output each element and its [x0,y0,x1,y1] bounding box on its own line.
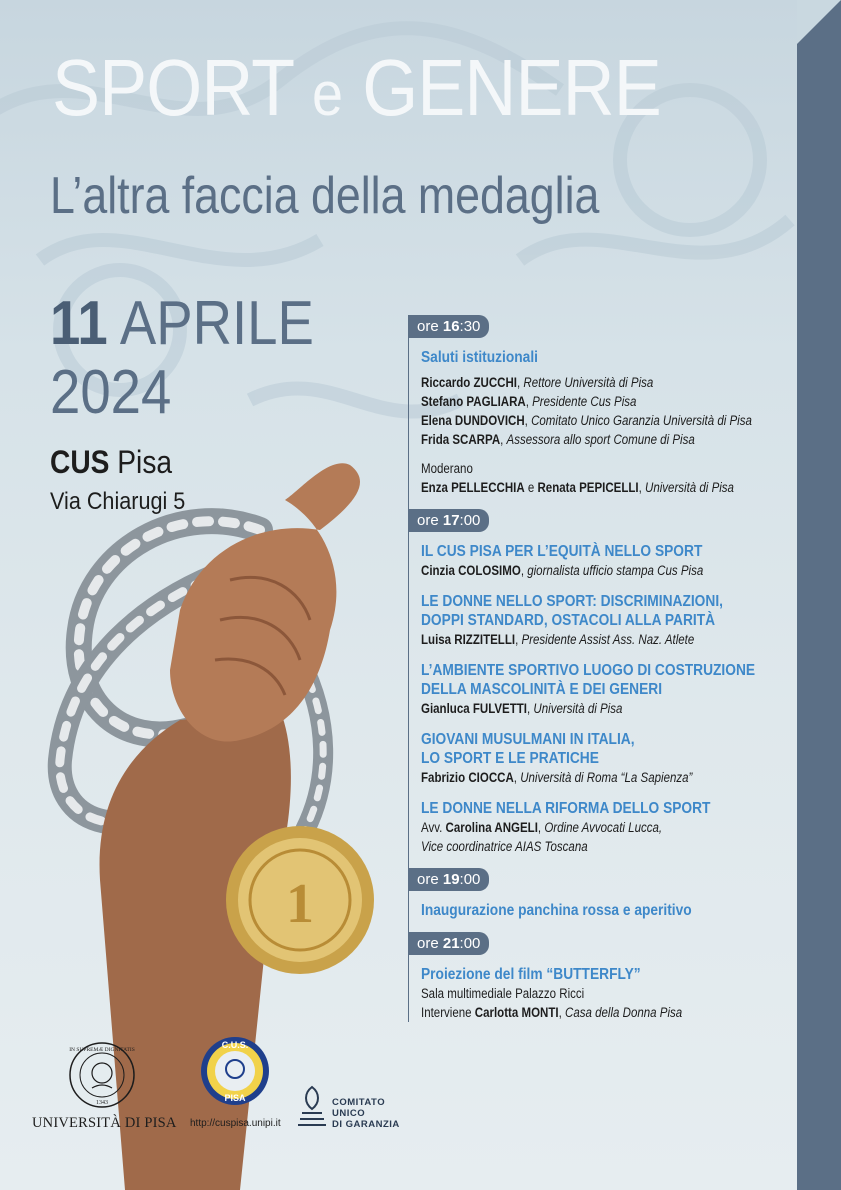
cus-url-link[interactable]: http://cuspisa.unipi.it [190,1118,281,1129]
poster-subtitle: L’altra faccia della medaglia [50,167,600,225]
speaker-line: Frida SCARPA, Assessora allo sport Comune di Pisa [421,432,695,447]
cus-pisa-logo [190,1035,280,1129]
session-place: Sala multimediale Palazzo Ricci [421,986,585,1001]
svg-text:PISA: PISA [224,1093,246,1103]
session-heading: Saluti istituzionali [421,349,538,366]
session-1700 [408,532,798,868]
time-badge-1700: ore 17:00 [408,509,489,532]
talk-title-cont: DOPPI STANDARD, OSTACOLI ALLA PARITÀ [421,612,716,629]
cug-name: COMITATO UNICO DI GARANZIA [332,1097,400,1130]
talk-title-cont: LO SPORT E LE PRATICHE [421,750,599,767]
svg-text:IN SUPREMÆ DIGNITATIS: IN SUPREMÆ DIGNITATIS [69,1047,135,1053]
speaker-line: Elena DUNDOVICH, Comitato Unico Garanzia Università di Pisa [421,413,752,428]
gold-medal [226,826,374,974]
venue-name-bold: CUS [50,444,110,480]
university-seal-icon [67,1040,137,1110]
moderators-line: Enza PELLECCHIA e Renata PEPICELLI, Università di Pisa [421,480,734,495]
event-date [50,289,314,358]
time-badge-2100: ore 21:00 [408,932,489,955]
session-2100 [408,955,798,1022]
talk-speaker: Cinzia COLOSIMO, giornalista ufficio stampa Cus Pisa [421,563,704,578]
talk-speaker: Fabrizio CIOCCA, Università di Roma “La Sapienza” [421,770,693,785]
session-1900 [408,891,798,932]
title-e: e [312,60,344,129]
svg-text:1: 1 [286,873,314,935]
university-name: UNIVERSITÀ DI PISA [32,1115,177,1131]
cug-emblem-icon [296,1083,328,1131]
date-year: 2024 [50,358,172,427]
date-month: APRILE [119,289,314,358]
talk-title: LE DONNE NELLA RIFORMA DELLO SPORT [421,800,711,817]
moderano-label: Moderano [421,461,473,476]
session-1630 [408,338,798,509]
talk-speaker-role2: Vice coordinatrice AIAS Toscana [421,839,588,854]
svg-text:C.U.S.: C.U.S. [221,1040,249,1050]
session-heading: Proiezione del film “BUTTERFLY” [421,966,641,983]
cus-pisa-badge-icon [199,1035,271,1107]
session-heading: Inaugurazione panchina rossa e aperitivo [421,902,692,919]
talk-speaker: Avv. Carolina ANGELI, Ordine Avvocati Lucca, [421,820,663,835]
poster-title [52,43,661,132]
time-badge-1630: ore 16:30 [408,315,489,338]
venue-address: Via Chiarugi 5 [50,488,186,515]
cug-logo [296,1083,400,1136]
date-day: 11 [50,289,108,358]
side-band [797,0,841,1190]
schedule [408,315,798,1022]
talk-title: IL CUS PISA PER L’EQUITÀ NELLO SPORT [421,543,703,560]
talk-speaker: Luisa RIZZITELLI, Presidente Assist Ass. Naz. Atlete [421,632,695,647]
talk-speaker: Gianluca FULVETTI, Università di Pisa [421,701,623,716]
talk-title: LE DONNE NELLO SPORT: DISCRIMINAZIONI, [421,593,723,610]
svg-text:1343: 1343 [96,1100,108,1106]
time-badge-1900: ore 19:00 [408,868,489,891]
fist [170,463,360,741]
talk-title-cont: DELLA MASCOLINITÀ E DEI GENERI [421,681,663,698]
title-sport: SPORT [52,43,293,132]
talk-title: L’AMBIENTE SPORTIVO LUOGO DI COSTRUZIONE [421,662,756,679]
speaker-line: Stefano PAGLIARA, Presidente Cus Pisa [421,394,637,409]
venue-name-city: Pisa [117,444,173,480]
title-genere: GENERE [362,43,661,132]
session-guest: Interviene Carlotta MONTI, Casa della Donna Pisa [421,1005,683,1020]
university-logo [32,1040,177,1132]
speaker-line: Riccardo ZUCCHI, Rettore Università di Pisa [421,375,654,390]
side-band-notch [797,0,841,44]
talk-title: GIOVANI MUSULMANI IN ITALIA, [421,731,635,748]
